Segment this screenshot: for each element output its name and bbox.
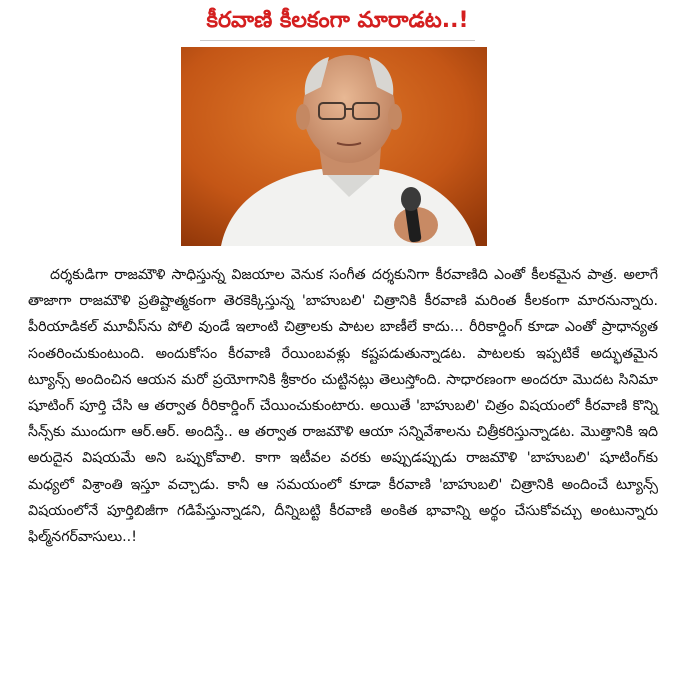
article-photo	[181, 47, 487, 246]
headline-container	[0, 6, 675, 41]
article-body: దర్శకుడిగా రాజమౌళి సాధిస్తున్న విజయాల వెనుక సంగీత దర్శకునిగా కీరవాణిది ఎంతో కీలకమైన పాత్ర. అలాగే తాజాగా రాజమౌళి ప్రతిష్టాత్మకంగా తెరకెక్కిస్తున్న 'బాహుబలి' చిత్రానికి కీరవాణి మరింత కీలకంగా మారనున్నారు. పీరియాడికల్ మూవీస్‌ను పోలి వుండే ఇలాంటి చిత్రాలకు పాటల బాణీలే కాదు... రీరికార్డింగ్ కూడా ఎంతో ప్రాధాన్యత సంతరించుకుంటుంది. అందుకోసం కీరవాణి రేయింబవళ్లు కష్టపడుతున్నాడట. పాటలకు ఇప్పటికే అద్భుతమైన ట్యూన్స్ అందించిన ఆయన మరో ప్రయోగానికి శ్రీకారం చుట్టినట్లు తెలుస్తోంది. సాధారణంగా అందరూ మొదట సినిమా షూటింగ్ పూర్తి చేసి ఆ తర్వాత రీరికార్డింగ్ చేయించుకుంటారు. అయితే 'బాహుబలి' చిత్రం విషయంలో కీరవాణి కొన్ని సీన్స్‌కు ముందుగా ఆర్.ఆర్. అందిస్తే.. ఆ తర్వాత రాజమౌళి ఆయా సన్నివేశాలను చిత్రీకరిస్తున్నాడట. మొత్తానికి ఇది అరుదైన విషయమే అని ఒప్పుకోవాలి. కాగా ఇటీవల వరకు అప్పుడప్పుడు రాజమౌళి 'బాహుబలి' షూటింగ్‌కు మధ్యలో విశ్రాంతి ఇస్తూ వచ్చాడు. కానీ ఆ సమయంలో కూడా కీరవాణి 'బాహుబలి' చిత్రానికి అందించే ట్యూన్స్ విషయంలోనే పూర్తిబిజీగా గడిపేస్తున్నాడని, దీన్నిబట్టి కీరవాణి అంకిత భావాన్ని అర్థం చేసుకోవచ్చు అంటున్నారు ఫిల్మ్‌నగర్‌వాసులు..!	[28, 267, 658, 546]
headline: కీరవాణి కీలకంగా మారాడట..!	[200, 6, 474, 41]
